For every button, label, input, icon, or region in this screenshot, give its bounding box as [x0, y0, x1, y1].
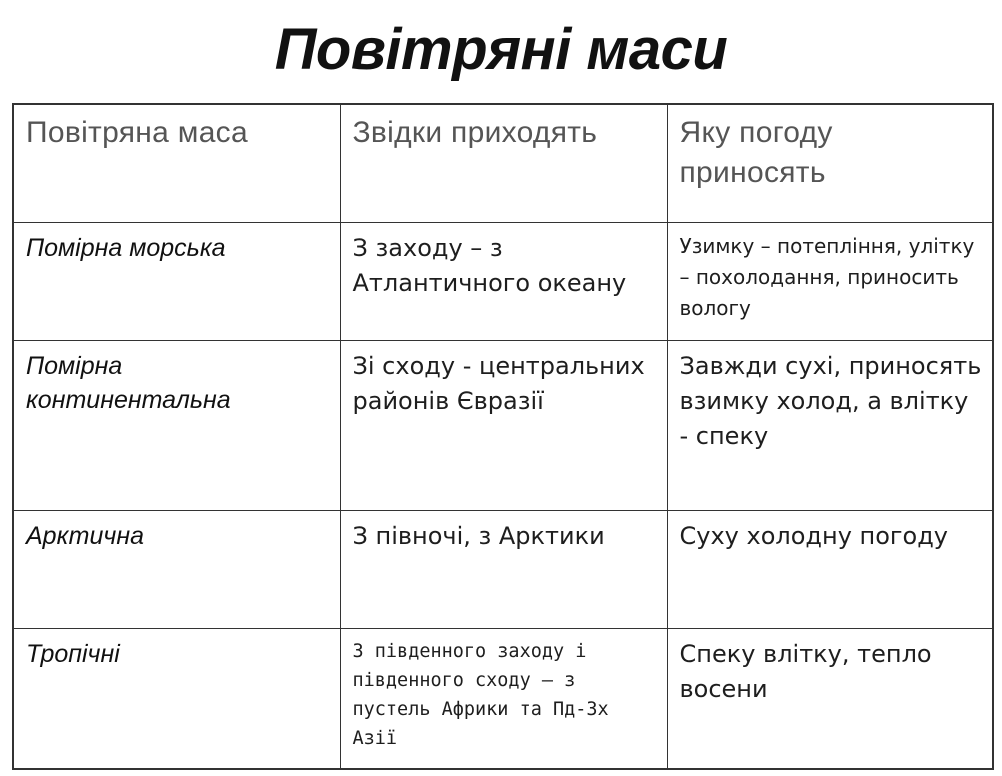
air-mass-origin: Зі сходу - центральних районів Євразії — [340, 340, 667, 510]
air-masses-table — [12, 103, 994, 770]
air-mass-origin: З заходу – з Атлантичного океану — [340, 222, 667, 340]
air-mass-weather: Спеку влітку, тепло восени — [667, 628, 993, 769]
table-header-row — [13, 104, 993, 222]
air-mass-name: Арктична — [13, 510, 340, 628]
header-weather: Яку погоду приносять — [667, 104, 993, 222]
header-air-mass: Повітряна маса — [13, 104, 340, 222]
table-row — [13, 628, 993, 769]
table-row — [13, 340, 993, 510]
table-row — [13, 510, 993, 628]
page-title: Повітряні маси — [274, 17, 728, 82]
header-origin: Звідки приходять — [340, 104, 667, 222]
air-mass-name: Помірна морська — [13, 222, 340, 340]
air-mass-weather: Суху холодну погоду — [667, 510, 993, 628]
air-mass-name: Тропічні — [13, 628, 340, 769]
table-row — [13, 222, 993, 340]
air-mass-origin: З півночі, з Арктики — [340, 510, 667, 628]
air-mass-weather: Завжди сухі, приносять взимку холод, а влітку - спеку — [667, 340, 993, 510]
air-mass-weather: Узимку – потепління, улітку – похолодання, приносить вологу — [667, 222, 993, 340]
air-mass-name: Помірна континентальна — [13, 340, 340, 510]
air-mass-origin: З південного заходу і південного сходу – з пустель Африки та Пд-Зх Азії — [340, 628, 667, 769]
